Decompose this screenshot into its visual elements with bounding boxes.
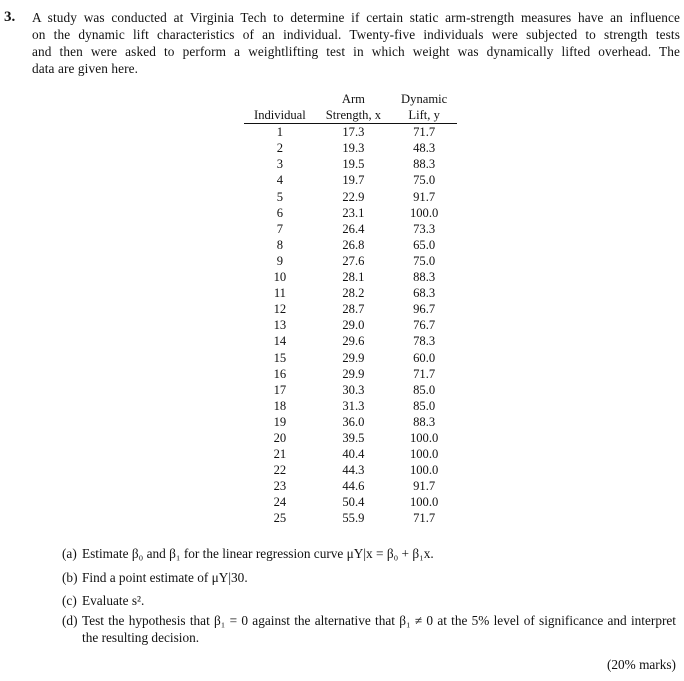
arm-strength-cell: 44.6 [342,479,365,494]
arm-strength-cell: 23.1 [342,205,365,220]
table-row [244,237,457,253]
individual-cell: 21 [273,447,287,462]
arm-strength-cell: 31.3 [342,398,365,413]
dynamic-lift-cell: 85.0 [413,398,436,413]
individual-cell: 19 [273,414,287,429]
table-row [244,478,457,494]
individual-cell: 7 [276,221,284,236]
table-row [244,382,457,398]
individual-cell: 23 [273,479,287,494]
arm-strength-cell: 28.1 [342,270,365,285]
intro-line: and then were asked to perform a weightlifting test in which weight was dynamically lifted overhead. The [32,44,680,59]
table-row [244,350,457,366]
arm-strength-cell: 40.4 [342,447,365,462]
table-row [244,156,457,172]
dynamic-lift-cell: 100.0 [409,430,439,445]
dynamic-lift-cell: 65.0 [413,237,436,252]
marks-label: (20% marks) [606,657,676,672]
table-row [244,301,457,317]
arm-strength-cell: 27.6 [342,253,365,268]
dynamic-lift-cell: 71.7 [413,511,436,526]
arm-strength-cell: 55.9 [342,511,365,526]
arm-strength-cell: 44.3 [342,463,365,478]
individual-cell: 5 [276,189,284,204]
table-row [244,430,457,446]
arm-strength-cell: 19.3 [342,141,365,156]
individual-cell: 11 [273,286,286,301]
table-row [244,140,457,156]
table-body [244,124,457,527]
individual-cell: 9 [276,253,284,268]
table-row [244,366,457,382]
dynamic-lift-cell: 75.0 [413,173,436,188]
arm-strength-cell: 19.7 [342,173,365,188]
individual-cell: 3 [276,157,284,172]
arm-strength-cell: 26.4 [342,221,365,236]
part-text: Find a point estimate of μY|30. [82,570,248,585]
arm-strength-cell: 36.0 [342,414,365,429]
dynamic-lift-cell: 96.7 [413,302,436,317]
individual-cell: 14 [273,334,287,349]
individual-cell: 16 [273,366,287,381]
table-row [244,189,457,205]
individual-cell: 13 [273,318,287,333]
part-label: (d) [62,613,78,628]
part-text: Test the hypothesis that β₁ = 0 against the alternative that β₁ ≠ 0 at the 5% level of significance and interpret the resulting decision. [82,613,676,645]
dynamic-lift-cell: 85.0 [413,382,436,397]
individual-cell: 20 [273,430,287,445]
arm-strength-cell: 19.5 [342,157,365,172]
individual-cell: 17 [273,382,287,397]
table-row [244,414,457,430]
dynamic-lift-cell: 48.3 [413,141,436,156]
individual-cell: 6 [276,205,284,220]
table-row [244,510,457,526]
arm-strength-cell: 29.9 [342,366,365,381]
individual-cell: 2 [276,141,284,156]
table-header-row [244,91,457,107]
table-row [244,317,457,333]
dynamic-lift-cell: 71.7 [413,366,436,381]
individual-cell: 22 [273,463,287,478]
individual-cell: 4 [276,173,284,188]
data-table [244,91,457,527]
individual-cell: 24 [273,495,287,510]
dynamic-lift-cell: 100.0 [409,463,439,478]
part-text: Estimate β₀ and β₁ for the linear regression curve μY|x = β₀ + β₁x. [82,546,434,561]
arm-strength-cell: 29.6 [342,334,365,349]
dynamic-lift-cell: 91.7 [413,479,436,494]
table-row [244,269,457,285]
table-row [244,124,457,141]
arm-strength-cell: 29.0 [342,318,365,333]
column-header: Lift, y [391,107,457,124]
table-row [244,172,457,188]
column-header: Strength, x [316,107,391,124]
dynamic-lift-cell: 71.7 [413,125,436,140]
dynamic-lift-cell: 73.3 [413,221,436,236]
arm-strength-cell: 50.4 [342,495,365,510]
dynamic-lift-cell: 68.3 [413,286,436,301]
dynamic-lift-cell: 100.0 [409,205,439,220]
arm-strength-cell: 26.8 [342,237,365,252]
intro-line: A study was conducted at Virginia Tech to determine if certain static arm-strength measures have an influence [32,10,680,25]
question-intro [32,9,680,77]
table-row [244,221,457,237]
individual-cell: 25 [273,511,287,526]
dynamic-lift-cell: 100.0 [409,495,439,510]
intro-line: data are given here. [32,61,139,76]
table-row [244,205,457,221]
arm-strength-cell: 17.3 [342,125,365,140]
arm-strength-cell: 39.5 [342,430,365,445]
part-label: (c) [62,593,77,608]
table-row [244,285,457,301]
individual-cell: 1 [276,125,284,140]
table-row [244,494,457,510]
column-header [244,91,316,107]
column-header: Dynamic [401,92,448,106]
dynamic-lift-cell: 76.7 [413,318,436,333]
individual-cell: 10 [273,270,287,285]
table-row [244,446,457,462]
part-label: (b) [62,570,78,585]
dynamic-lift-cell: 60.0 [413,350,436,365]
dynamic-lift-cell: 91.7 [413,189,436,204]
dynamic-lift-cell: 100.0 [409,447,439,462]
individual-cell: 15 [273,350,287,365]
column-header: Arm [341,92,365,106]
table-row [244,398,457,414]
table-row [244,333,457,349]
intro-line: on the dynamic lift characteristics of an individual. Twenty-five individuals were subjected to strength tests [32,27,680,42]
dynamic-lift-cell: 88.3 [413,157,436,172]
part-text: Evaluate s². [82,593,145,608]
dynamic-lift-cell: 88.3 [413,270,436,285]
dynamic-lift-cell: 75.0 [413,253,436,268]
arm-strength-cell: 30.3 [342,382,365,397]
part-label: (a) [62,546,77,561]
individual-cell: 12 [273,302,287,317]
column-header: Individual [244,107,316,124]
individual-cell: 8 [276,237,284,252]
arm-strength-cell: 28.2 [342,286,365,301]
dynamic-lift-cell: 88.3 [413,414,436,429]
dynamic-lift-cell: 78.3 [413,334,436,349]
arm-strength-cell: 22.9 [342,189,365,204]
arm-strength-cell: 28.7 [342,302,365,317]
table-row [244,462,457,478]
table-row [244,253,457,269]
arm-strength-cell: 29.9 [342,350,365,365]
individual-cell: 18 [273,398,287,413]
table-header-row [244,107,457,124]
question-number: 3. [4,9,16,25]
